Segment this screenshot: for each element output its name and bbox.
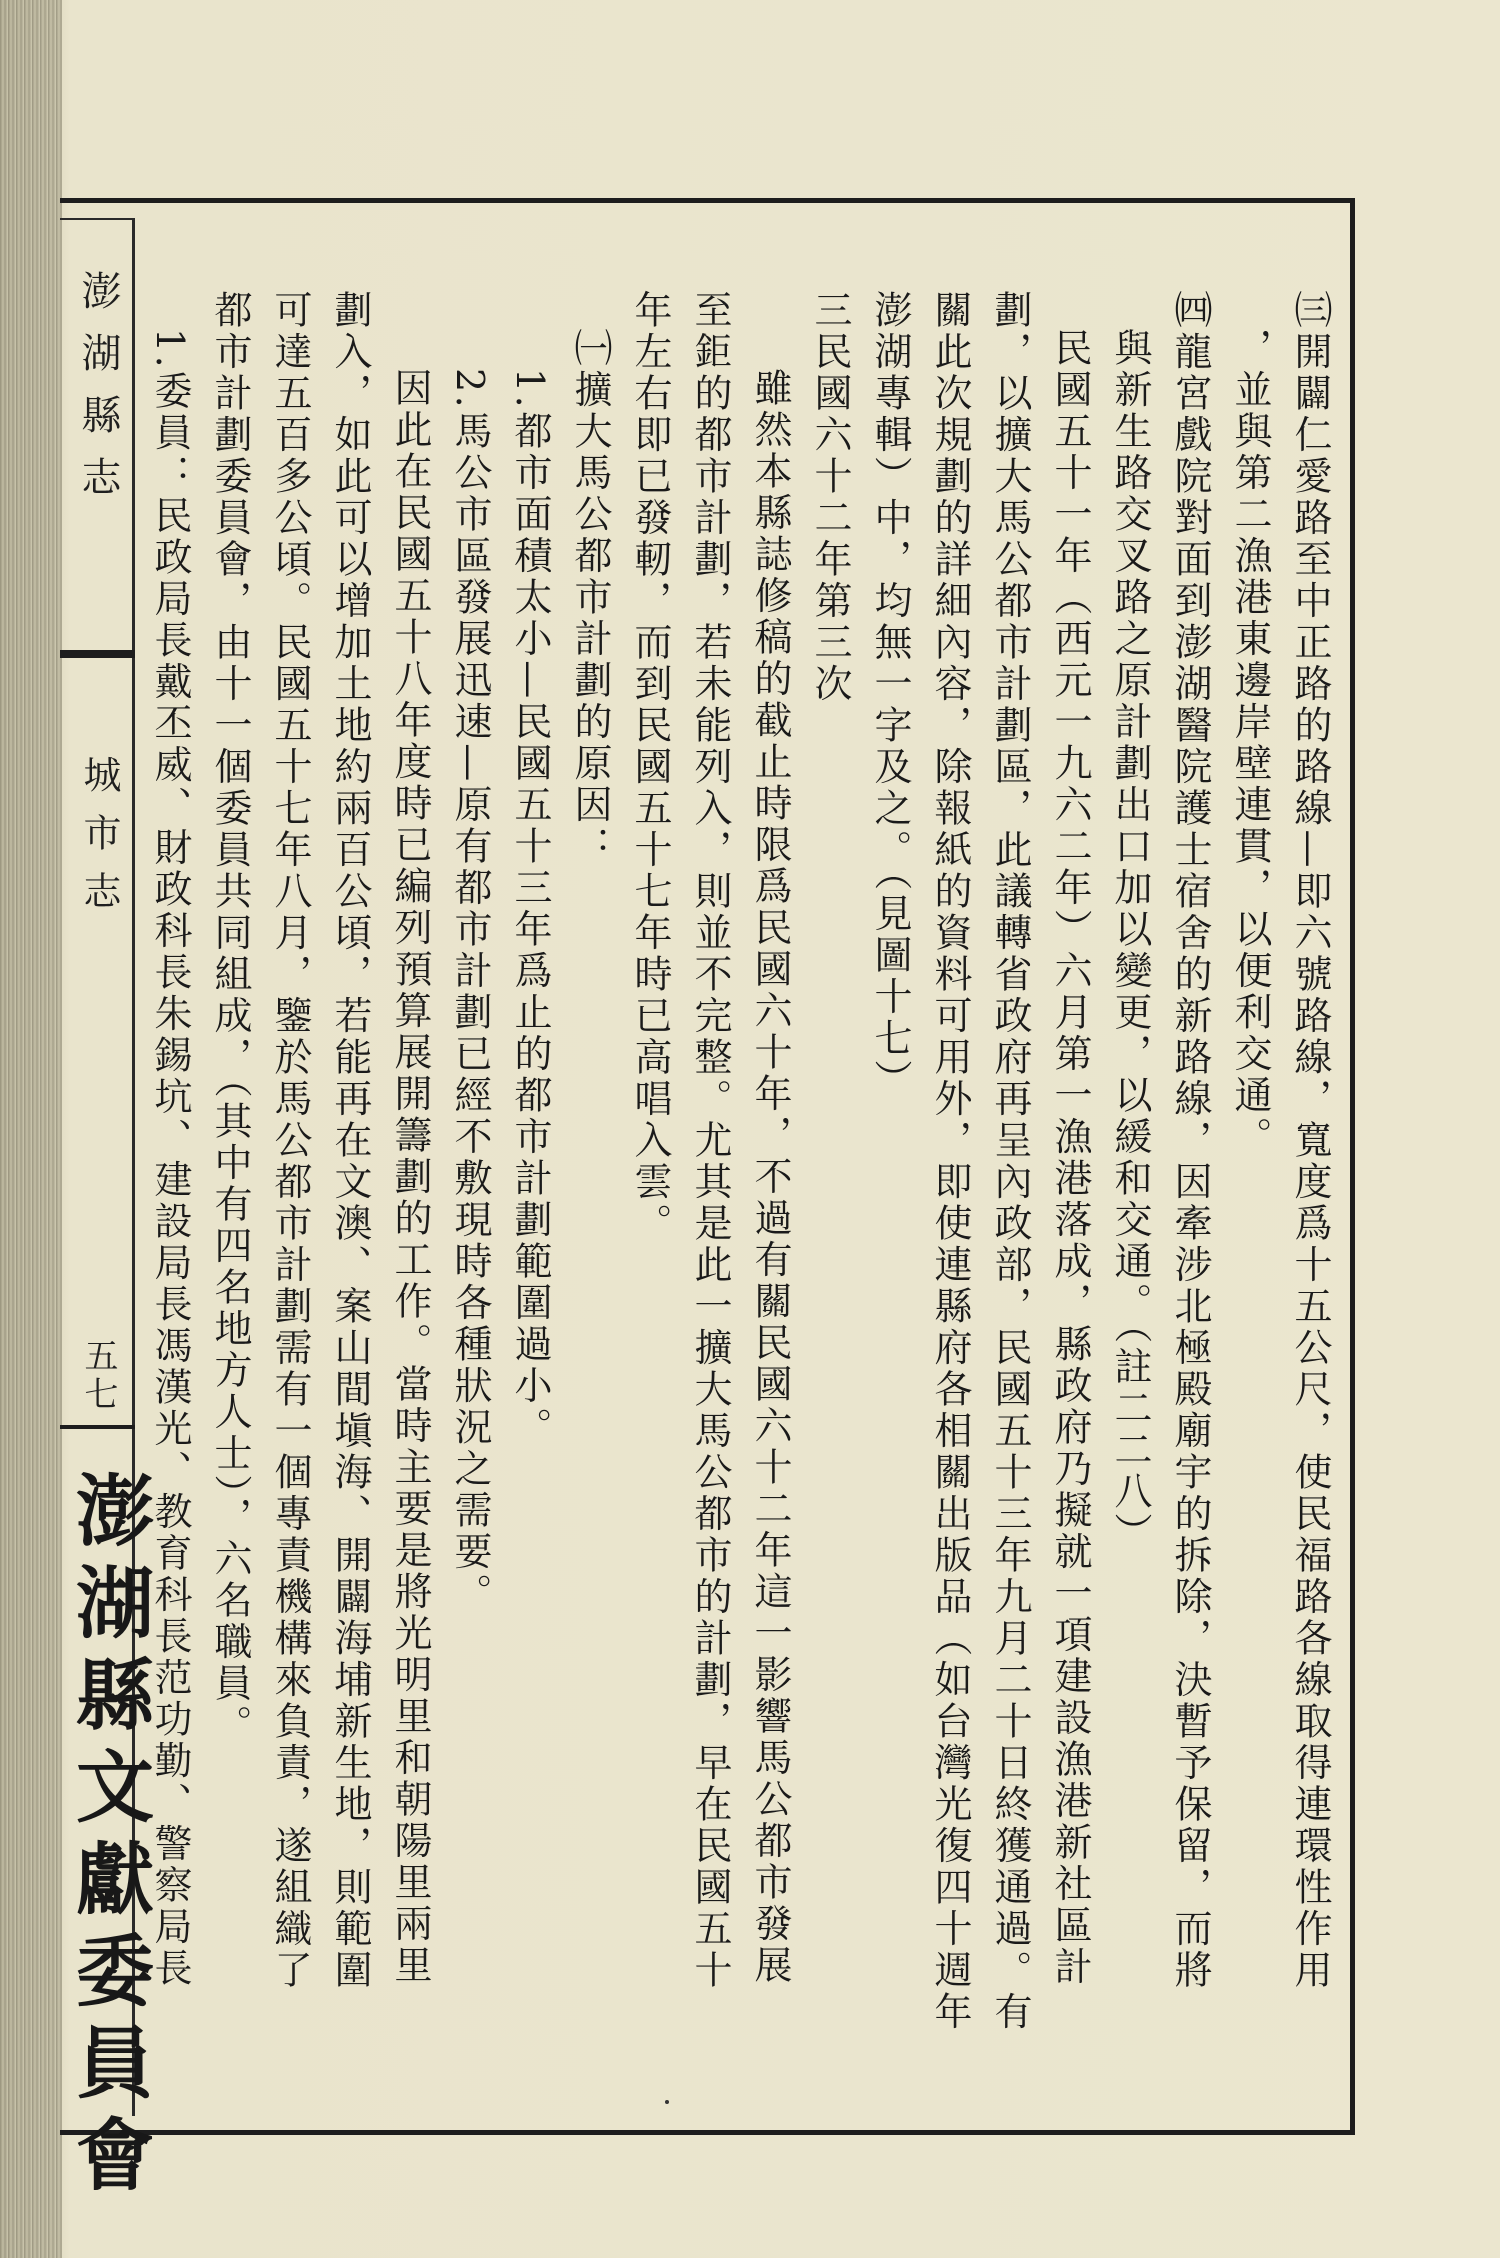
main-text bbox=[140, 290, 1340, 2080]
print-dot bbox=[665, 2100, 669, 2104]
text-line: 澎湖專輯）中，均無一字及之。（見圖十七） bbox=[868, 290, 912, 1101]
section-heading: 三民國六十二年第三次 bbox=[808, 290, 852, 705]
page-number: 五七 bbox=[78, 1338, 118, 1414]
text-line: 關此次規劃的詳細內容，除報紙的資料可用外，即使連縣府各相關出版品（如台灣光復四十週年 bbox=[928, 290, 972, 2033]
text-line: ㈣龍宮戲院對面到澎湖醫院護士宿舍的新路線，因牽涉北極殿廟宇的拆除，決暫予保留，而將 bbox=[1168, 290, 1212, 1992]
text-line: ，並與第二漁港東邊岸壁連貫，以便利交通。 bbox=[1228, 328, 1272, 1158]
subsection-heading: ㈠擴大馬公都市計劃的原因： bbox=[568, 328, 612, 868]
text-line: 可達五百多公頃。民國五十七年八月，鑒於馬公都市計劃需有一個專責機構來負責，遂組織了 bbox=[268, 290, 312, 1992]
text-line: 都市計劃委員會，由十一個委員共同組成，（其中有四名地方人士），六名職員。 bbox=[208, 290, 252, 1746]
side-column-divider bbox=[60, 650, 135, 658]
text-line: 劃入，如此可以增加土地約兩百公頃，若能再在文澳、案山間塡海、開闢海埔新生地，則範圍 bbox=[328, 290, 372, 1992]
text-line: ㈢開闢仁愛路至中正路的路線—即六號路線，寬度爲十五公尺，使民福路各線取得連環性作用 bbox=[1288, 290, 1332, 1992]
side-column-top-rule bbox=[60, 218, 135, 220]
section-title: 城市志 bbox=[77, 755, 121, 929]
list-item: 1.委員：民政局長戴丕威、財政科長朱錫坑、建設局長馮漢光、教育科長范功勤、警察局長 bbox=[148, 328, 192, 1990]
text-line: 與新生路交叉路之原計劃出口加以變更，以緩和交通。（註二二八） bbox=[1108, 328, 1152, 1554]
book-title: 澎湖縣志 bbox=[75, 270, 121, 518]
text-line: 劃，以擴大馬公都市計劃區，此議轉省政府再呈內政部，民國五十三年九月二十日終獲通過。有 bbox=[988, 290, 1032, 2033]
text-line: 雖然本縣誌修稿的截止時限爲民國六十年，不過有關民國六十二年這一影響馬公都市發展 bbox=[748, 368, 792, 1987]
publisher-imprint: 澎湖縣文獻委員會 bbox=[63, 1470, 154, 2206]
list-item: 2.馬公市區發展迅速—原有都市計劃已經不敷現時各種狀況之需要。 bbox=[448, 368, 492, 1615]
side-column-divider-lower bbox=[60, 1425, 135, 1429]
text-line: 至鉅的都市計劃，若未能列入，則並不完整。尤其是此一擴大馬公都市的計劃，早在民國五十 bbox=[688, 290, 732, 1992]
text-line: 民國五十一年（西元一九六二年）六月第一漁港落成，縣政府乃擬就一項建設漁港新社區計 bbox=[1048, 328, 1092, 1988]
text-line: 因此在民國五十八年度時已編列預算展開籌劃的工作。當時主要是將光明里和朝陽里兩里 bbox=[388, 368, 432, 1987]
list-item: 1.都市面積太小—民國五十三年爲止的都市計劃範圍過小。 bbox=[508, 368, 552, 1449]
text-line: 年左右即已發軔，而到民國五十七年時已高唱入雲。 bbox=[628, 290, 672, 1245]
